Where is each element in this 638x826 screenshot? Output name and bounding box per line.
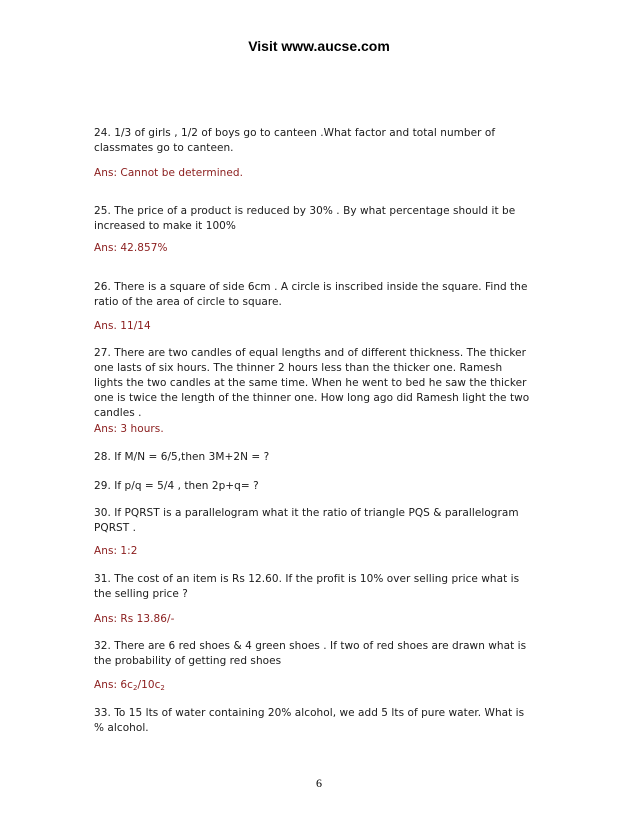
question-27: 27. There are two candles of equal lengths and of different thickness. The thicker one lasts of six hours. The thinner 2 hours less than the thicker one. Ramesh lights the two candles at the same time. When he went to bed he saw the thicker one is twice the length of the thinner one. How long ago did Ramesh light the two candles .	[94, 347, 530, 419]
question-32: 32. There are 6 red shoes & 4 green shoes . If two of red shoes are drawn what is the probability of getting red shoes	[94, 640, 527, 667]
question-33: 33. To 15 lts of water containing 20% alcohol, we add 5 lts of pure water. What is % alcohol.	[94, 707, 525, 734]
question-24: 24. 1/3 of girls , 1/2 of boys go to canteen .What factor and total number of classmates go to canteen.	[94, 127, 496, 154]
answer-32-middle: /10c	[137, 679, 161, 691]
question-29: 29. If p/q = 5/4 , then 2p+q= ?	[94, 480, 259, 492]
answer-31: Ans: Rs 13.86/-	[94, 613, 175, 625]
answer-32	[94, 678, 165, 696]
page-number: 6	[316, 776, 322, 790]
answer-27: Ans: 3 hours.	[94, 423, 164, 435]
answer-25: Ans: 42.857%	[94, 242, 168, 254]
answer-26: Ans. 11/14	[94, 320, 151, 332]
question-31: 31. The cost of an item is Rs 12.60. If the profit is 10% over selling price what is the selling price ?	[94, 573, 520, 600]
answer-32-subscript-2: 2	[160, 684, 165, 692]
answer-32-subscript-1: 2	[133, 684, 138, 692]
site-header: Visit www.aucse.com	[248, 38, 390, 54]
question-30: 30. If PQRST is a parallelogram what it the ratio of triangle PQS & parallelogram PQRST .	[94, 507, 519, 534]
question-25: 25. The price of a product is reduced by 30% . By what percentage should it be increased to make it 100%	[94, 205, 516, 232]
question-28: 28. If M/N = 6/5,then 3M+2N = ?	[94, 451, 270, 463]
answer-24: Ans: Cannot be determined.	[94, 167, 243, 179]
question-26: 26. There is a square of side 6cm . A circle is inscribed inside the square. Find the ratio of the area of circle to square.	[94, 281, 528, 308]
answer-32-prefix: Ans: 6c	[94, 679, 133, 691]
answer-30: Ans: 1:2	[94, 545, 138, 557]
